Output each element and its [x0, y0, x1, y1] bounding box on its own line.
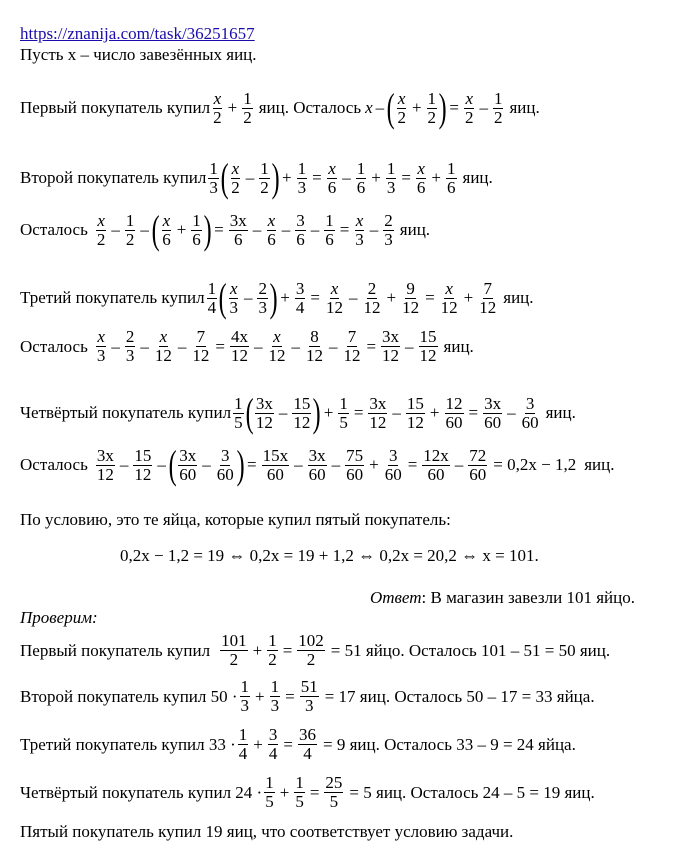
answer-text: : В магазин завезли 101 яйцо. — [421, 588, 635, 607]
check-line-2: Второй покупатель купил 50 · $\frac{1}{3}$ + $\frac{1}{3}$ = $\frac{51}{3}$ = 17 яиц. Осталось 50 – 17 = 33 яйца. — [20, 677, 595, 715]
fraction: $\frac{x}{2}$ — [397, 88, 406, 127]
source-link[interactable]: https://znanija.com/task/36251657 — [20, 24, 255, 43]
intro-text: Пусть x – число завезённых яиц. — [20, 45, 257, 64]
fraction: $\frac{x}{2}$ — [464, 88, 474, 127]
check-heading: Проверим: — [20, 608, 98, 627]
condition-text: По условию, это те яйца, которые купил пятый покупатель: — [20, 510, 451, 529]
line-first-buyer: Первый покупатель купил $\frac{x}{2}$ + $\frac{1}{2}$ яиц. Осталось x – ( $\frac{x}{2}$ + $\frac{1}{2}$ ) = $\frac{x}{2}$ – $\frac{1}{2}$ яиц. — [20, 85, 540, 130]
check-line-1: Первый покупатель купил $\frac{101}{2}$ + $\frac{1}{2}$ = $\frac{102}{2}$ = 51 яйцо. Осталось 101 – 51 = 50 яиц. — [20, 631, 611, 669]
line-remain-4: Осталось $\frac{3x}{12}$ – $\frac{15}{12}$ – ( $\frac{3x}{60}$ – $\frac{3}{60}$ ) = $\frac{15x}{60}$ – $\frac{3x}{60}$ – $\frac{75}{60}$ + $\frac{3}{60}$ = $\frac{12x}{60}$ – $\frac{72}{60}$ = 0,2x − 1,2 яиц. — [20, 442, 615, 487]
fraction: $\frac{1}{2}$ — [427, 88, 437, 127]
line-remain-3: Осталось $\frac{x}{3}$ – $\frac{2}{3}$ – $\frac{x}{12}$ – $\frac{7}{12}$ = $\frac{4x}{12}$ – $\frac{x}{12}$ – $\frac{8}{12}$ – $\frac{7}{12}$ = $\frac{3x}{12}$ – $\frac{15}{12}$ яиц. — [20, 327, 474, 365]
line-second-buyer: Второй покупатель купил $\frac{1}{3}$ ( $\frac{x}{2}$ – $\frac{1}{2}$ ) + $\frac{1}{3}$ = $\frac{x}{6}$ – $\frac{1}{6}$ + $\frac{1}{3}$ = $\frac{x}{6}$ + $\frac{1}{6}$ яиц. — [20, 155, 493, 200]
check-line-4: Четвёртый покупатель купил 24 · $\frac{1}{5}$ + $\frac{1}{5}$ = $\frac{25}{5}$ = 5 яиц. Осталось 24 – 5 = 19 яиц. — [20, 773, 595, 811]
text: Первый покупатель купил — [20, 98, 211, 117]
main-equation: 0,2x − 1,2 = 19 ⇔ 0,2x = 19 + 1,2 ⇔ 0,2x = 20,2 ⇔ x = 101. — [120, 546, 539, 565]
text: яиц. Осталось — [258, 98, 362, 117]
line-remain-2: Осталось $\frac{x}{2}$ – $\frac{1}{2}$ – ( $\frac{x}{6}$ + $\frac{1}{6}$ ) = $\frac{3x}{6}$ – $\frac{x}{6}$ – $\frac{3}{6}$ – $\frac{1}{6}$ = $\frac{x}{3}$ – $\frac{2}{3}$ яиц. — [20, 207, 431, 252]
text: яиц. — [509, 98, 540, 117]
text: Второй покупатель купил — [20, 168, 207, 187]
answer-line — [370, 588, 635, 608]
fraction: $\frac{x}{2}$ — [213, 88, 222, 127]
line-fourth-buyer: Четвёртый покупатель купил $\frac{1}{5}$ ( $\frac{3x}{12}$ – $\frac{15}{12}$ ) + $\frac{1}{5}$ = $\frac{3x}{12}$ – $\frac{15}{12}$ + $\frac{12}{60}$ = $\frac{3x}{60}$ – $\frac{3}{60}$ яиц. — [20, 390, 576, 435]
final-text: Пятый покупатель купил 19 яиц, что соответствует условию задачи. — [20, 822, 514, 841]
fraction: $\frac{1}{2}$ — [493, 88, 503, 127]
answer-label: Ответ — [370, 588, 422, 607]
line-third-buyer: Третий покупатель купил $\frac{1}{4}$ ( $\frac{x}{3}$ – $\frac{2}{3}$ ) + $\frac{3}{4}$ = $\frac{x}{12}$ – $\frac{2}{12}$ + $\frac{9}{12}$ = $\frac{x}{12}$ + $\frac{7}{12}$ яиц. — [20, 275, 534, 320]
fraction: $\frac{1}{2}$ — [243, 88, 252, 127]
check-line-3: Третий покупатель купил 33 · $\frac{1}{4}$ + $\frac{3}{4}$ = $\frac{36}{4}$ = 9 яиц. Осталось 33 – 9 = 24 яйца. — [20, 725, 576, 763]
